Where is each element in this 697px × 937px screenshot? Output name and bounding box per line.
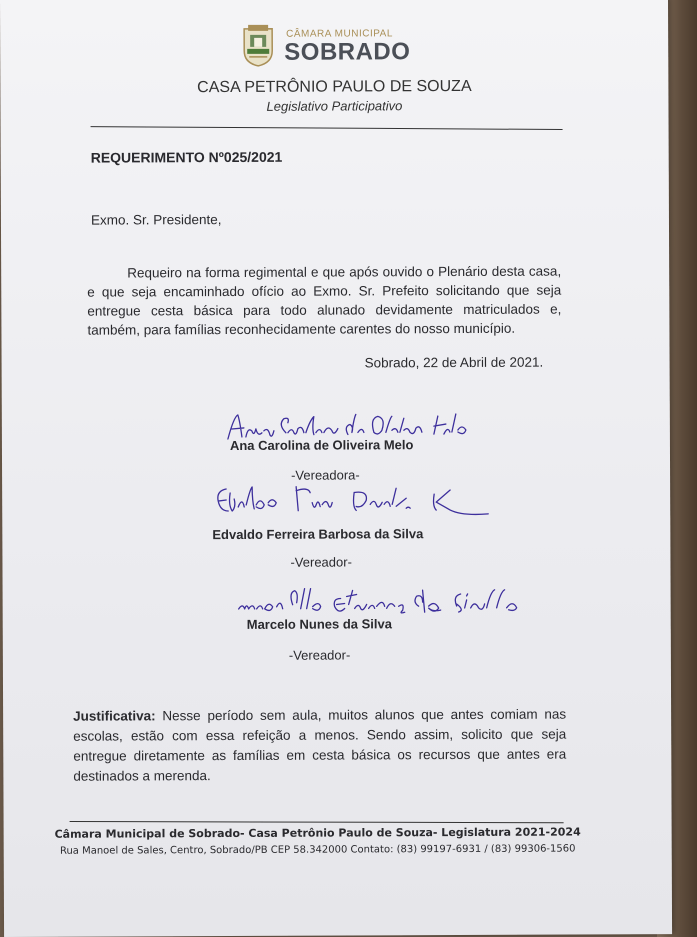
- logo-small-text: CÂMARA MUNICIPAL: [286, 28, 393, 40]
- logo-main-text: SOBRADO: [284, 38, 411, 66]
- signatory-role-2: -Vereador-: [290, 554, 352, 570]
- house-name: CASA PETRÔNIO PAULO DE SOUZA: [197, 77, 472, 97]
- footer-line-2: Rua Manoel de Sales, Centro, Sobrado/PB CEP 58.342000 Contato: (83) 99197-6931 / (83) 99306-1560: [59, 843, 576, 857]
- signatory-role-1: -Vereadora-: [291, 467, 360, 483]
- justification-label: Justificativa:: [73, 708, 156, 724]
- signatory-name-2: Edvaldo Ferreira Barbosa da Silva: [212, 526, 424, 543]
- justification: [73, 705, 566, 787]
- signatory-role-3: -Vereador-: [288, 647, 351, 663]
- justification-text: Nesse período sem aula, muitos alunos que antes comiam nas escolas, estão com essa refeição a menos. Sendo assim, solicito que seja entregue diretamente as famílias em cesta básica os recursos que antes era destinados a merenda.: [73, 706, 567, 784]
- footer-divider: [70, 821, 564, 823]
- signatory-name-1: Ana Carolina de Oliveira Melo: [229, 437, 414, 454]
- signature-edvaldo: [212, 480, 492, 527]
- footer-line-1: Câmara Municipal de Sobrado- Casa Petrônio Paulo de Souza- Legislatura 2021-2024: [54, 825, 581, 841]
- house-subtitle: Legislativo Participativo: [266, 98, 403, 114]
- header-divider: [91, 126, 563, 130]
- request-body: Requeiro na forma regimental e que após ouvido o Plenário desta casa, e que seja encaminhado ofício ao Exmo. Sr. Prefeito solicitando que seja entregue cesta básica para todo alunado devidamente matriculados e, também, para famílias reconhecidamente carentes do nosso município.: [87, 263, 562, 338]
- signatory-name-3: Marcelo Nunes da Silva: [246, 616, 392, 632]
- coat-of-arms-icon: [240, 23, 276, 67]
- place-date: Sobrado, 22 de Abril de 2021.: [364, 354, 544, 371]
- document-title: REQUERIMENTO Nº025/2021: [90, 148, 283, 166]
- chamber-logo: [240, 22, 440, 69]
- salutation: Exmo. Sr. Presidente,: [90, 212, 222, 228]
